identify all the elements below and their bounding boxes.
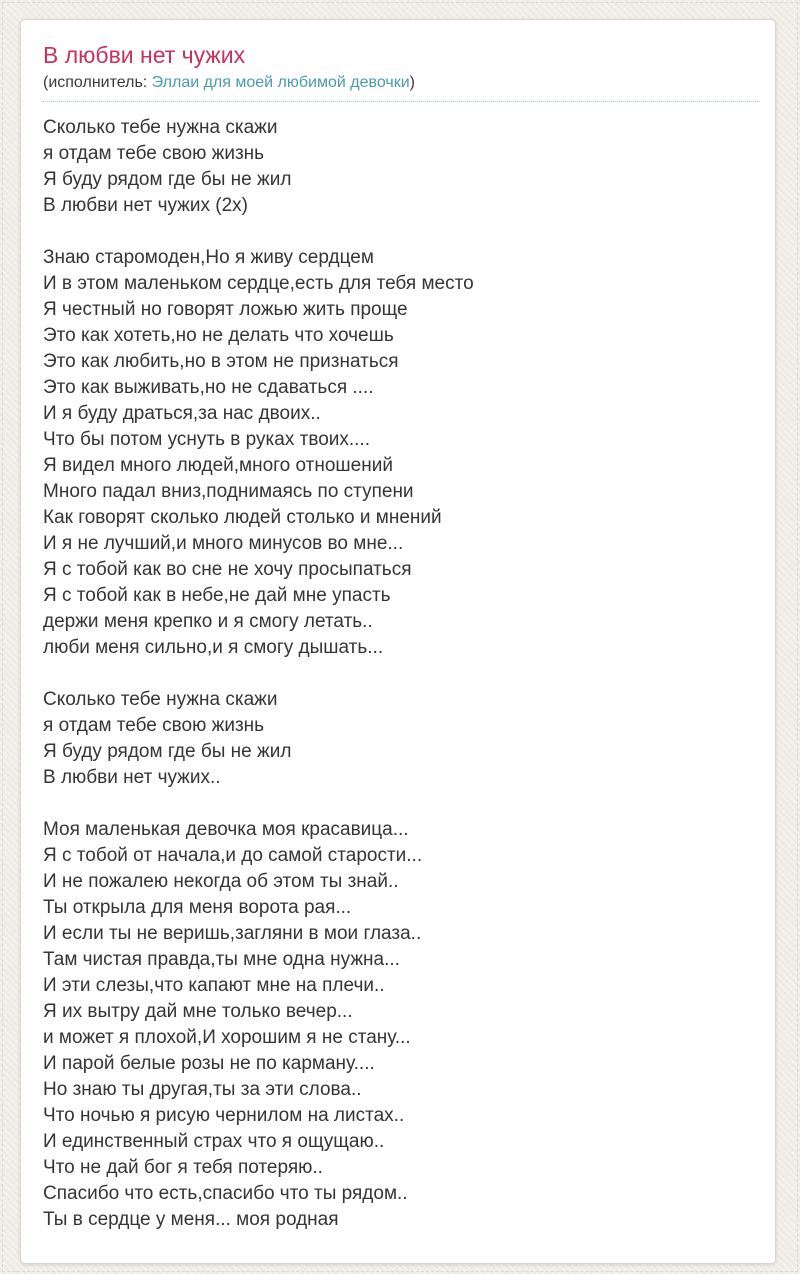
lyrics-text bbox=[43, 115, 760, 1233]
artist-label: (исполнитель: bbox=[43, 74, 152, 91]
lyric-line: и может я плохой,И хорошим я не стану... bbox=[43, 1027, 411, 1048]
lyric-line: Это как любить,но в этом не признаться bbox=[43, 351, 399, 372]
lyric-line: Я с тобой от начала,и до самой старости... bbox=[43, 845, 423, 866]
artist-line-close: ) bbox=[409, 74, 415, 91]
lyric-line: Я буду рядом где бы не жил bbox=[43, 741, 292, 762]
lyric-line: И не пожалею некогда об этом ты знай.. bbox=[43, 871, 399, 892]
lyric-line: В любви нет чужих (2x) bbox=[43, 195, 249, 216]
lyric-line: И я не лучший,и много минусов во мне... bbox=[43, 533, 404, 554]
lyric-line: Ты открыла для меня ворота рая... bbox=[43, 897, 352, 918]
song-title: В любви нет чужих bbox=[43, 42, 246, 68]
lyric-line: Я видел много людей,много отношений bbox=[43, 455, 393, 476]
lyric-line: Как говорят сколько людей столько и мнений bbox=[43, 507, 442, 528]
lyric-line: Моя маленькая девочка моя красавица... bbox=[43, 819, 409, 840]
lyric-line bbox=[43, 791, 760, 817]
lyric-line: люби меня сильно,и я смогу дышать... bbox=[43, 637, 384, 658]
lyric-line bbox=[43, 661, 760, 687]
lyric-line: Сколько тебе нужна скажи bbox=[43, 117, 278, 138]
lyric-line: Сколько тебе нужна скажи bbox=[43, 689, 278, 710]
lyric-line: Спасибо что есть,спасибо что ты рядом.. bbox=[43, 1183, 408, 1204]
lyric-line: И эти слезы,что капают мне на плечи.. bbox=[43, 975, 385, 996]
lyric-line: Знаю старомоден,Но я живу сердцем bbox=[43, 247, 374, 268]
lyric-line: Я с тобой как в небе,не дай мне упасть bbox=[43, 585, 391, 606]
lyric-line: Я с тобой как во сне не хочу просыпаться bbox=[43, 559, 412, 580]
lyric-line: Это как выживать,но не сдаваться .... bbox=[43, 377, 374, 398]
lyric-line: Ты в сердце у меня... моя родная bbox=[43, 1209, 339, 1230]
lyric-line: Там чистая правда,ты мне одна нужна... bbox=[43, 949, 400, 970]
lyric-line: И я буду драться,за нас двоих.. bbox=[43, 403, 321, 424]
lyric-line: И если ты не веришь,загляни в мои глаза.. bbox=[43, 923, 422, 944]
lyric-line bbox=[43, 219, 760, 245]
lyric-line: В любви нет чужих.. bbox=[43, 767, 221, 788]
lyric-line: держи меня крепко и я смогу летать.. bbox=[43, 611, 373, 632]
lyric-line: я отдам тебе свою жизнь bbox=[43, 715, 265, 736]
lyric-line: И единственный страх что я ощущаю.. bbox=[43, 1131, 385, 1152]
lyric-line: Но знаю ты другая,ты за эти слова.. bbox=[43, 1079, 362, 1100]
lyric-line: И парой белые розы не по карману.... bbox=[43, 1053, 375, 1074]
lyric-line: Что ночью я рисую чернилом на листах.. bbox=[43, 1105, 405, 1126]
lyric-line: я отдам тебе свою жизнь bbox=[43, 143, 265, 164]
artist-line bbox=[43, 72, 760, 102]
lyric-line: Что бы потом уснуть в руках твоих.... bbox=[43, 429, 370, 450]
lyric-line: Много падал вниз,поднимаясь по ступени bbox=[43, 481, 414, 502]
lyric-line: Что не дай бог я тебя потеряю.. bbox=[43, 1157, 323, 1178]
lyrics-card bbox=[20, 19, 776, 1264]
lyric-line: Я их вытру дай мне только вечер... bbox=[43, 1001, 353, 1022]
lyric-line: И в этом маленьком сердце,есть для тебя место bbox=[43, 273, 474, 294]
lyric-line: Я буду рядом где бы не жил bbox=[43, 169, 292, 190]
artist-link[interactable]: Эллаи для моей любимой девочки bbox=[151, 74, 410, 91]
lyric-line: Я честный но говорят ложью жить проще bbox=[43, 299, 408, 320]
lyric-line: Это как хотеть,но не делать что хочешь bbox=[43, 325, 394, 346]
